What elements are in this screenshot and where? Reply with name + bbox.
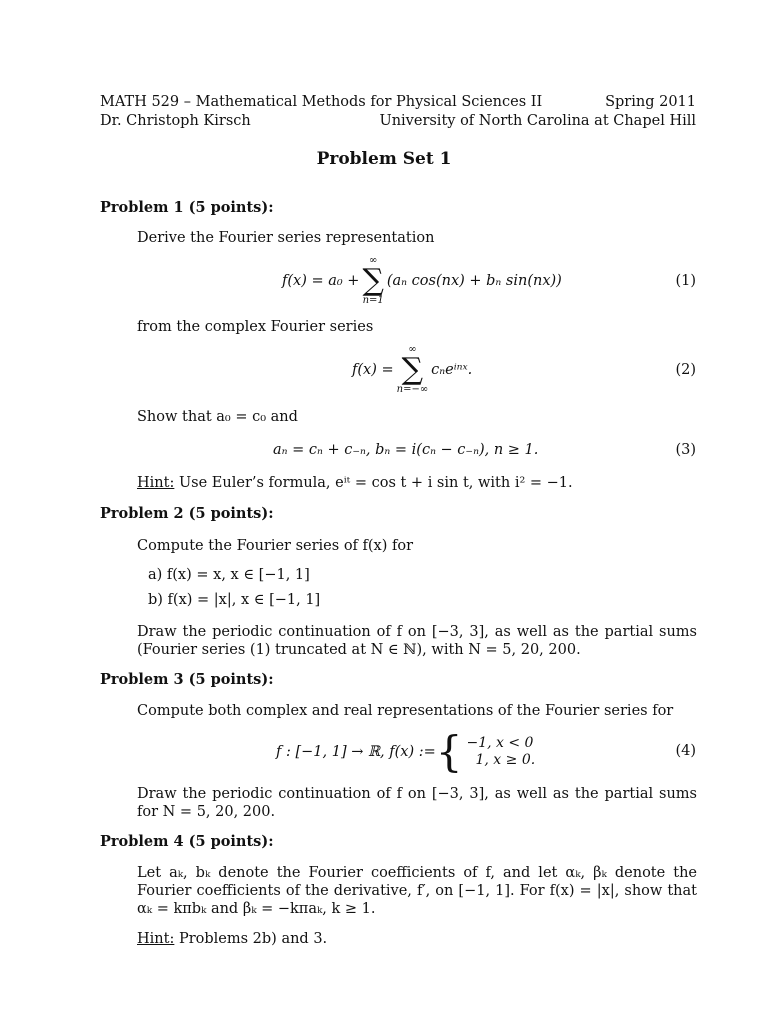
university: University of North Carolina at Chapel Hill (379, 113, 696, 129)
eq1-sum-bottom: n=1 (362, 295, 384, 306)
eq1-rhs: (aₙ cos(nx) + bₙ sin(nx)) (386, 273, 562, 289)
eq2-rhs: cₙeⁱⁿˣ. (431, 362, 473, 378)
problem-4-hint (137, 931, 327, 947)
eq1-sum-top: ∞ (368, 255, 378, 266)
eq1-sum: ∞ ∑ n=1 (362, 255, 384, 306)
eq4-case-2: 1, x ≥ 0. (475, 752, 536, 768)
term: Spring 2011 (605, 94, 696, 110)
eq3-number: (3) (675, 442, 696, 458)
equation-1 (282, 255, 562, 306)
page-title: Problem Set 1 (316, 149, 452, 169)
problem-1-heading: Problem 1 (5 points): (100, 199, 274, 216)
problem-1-mid: from the complex Fourier series (137, 319, 374, 335)
problem-2-item-a: a) f(x) = x, x ∈ [−1, 1] (148, 567, 310, 583)
eq4-cases (466, 735, 535, 769)
eq4-lhs: f : [−1, 1] → ℝ, f(x) := (276, 744, 436, 760)
equation-2 (352, 344, 473, 395)
problem-4-heading: Problem 4 (5 points): (100, 833, 274, 850)
problem-3-intro: Compute both complex and real representations of the Fourier series for (137, 703, 674, 719)
problem-2-intro: Compute the Fourier series of f(x) for (137, 538, 414, 554)
eq4-case-1: −1, x < 0 (466, 735, 534, 751)
problem-3-heading: Problem 3 (5 points): (100, 671, 274, 688)
problem-4-text: Let aₖ, bₖ denote the Fourier coefficients of f, and let αₖ, βₖ denote the Fourier coefficients of the derivative, f′, on [−1, 1]. For f(x) = |x|, show that αₖ = kπbₖ and βₖ = −kπaₖ, k ≥ 1. (137, 865, 697, 917)
eq2-lhs: f(x) = (352, 362, 394, 378)
hint-label: Hint: (137, 475, 175, 491)
eq2-sum-bottom: n=−∞ (396, 384, 429, 395)
equation-4: f : [−1, 1] → ℝ, f(x) := { −1, x < 0 1, x ≥ 0. (276, 727, 536, 776)
problem-2-heading: Problem 2 (5 points): (100, 505, 274, 522)
eq2-sum: ∞ ∑ n=−∞ (396, 344, 429, 395)
hint-label: Hint: (137, 931, 175, 947)
course-title: MATH 529 – Mathematical Methods for Physical Sciences II (100, 94, 543, 110)
problem-2-draw: Draw the periodic continuation of f on [−3, 3], as well as the partial sums (Fourier series (1) truncated at N ∈ ℕ), with N = 5, 20, 200. (137, 624, 697, 658)
eq2-sum-top: ∞ (408, 344, 417, 355)
problem-1-intro: Derive the Fourier series representation (137, 230, 435, 246)
eq4-number: (4) (675, 743, 696, 759)
problem-2-item-b: b) f(x) = |x|, x ∈ [−1, 1] (148, 592, 321, 608)
problem-3-draw: Draw the periodic continuation of f on [−3, 3], as well as the partial sums for N = 5, 20, 200. (137, 786, 697, 820)
equation-3: aₙ = cₙ + c₋ₙ, bₙ = i(cₙ − c₋ₙ), n ≥ 1. (273, 442, 539, 458)
eq1-lhs: f(x) = a₀ + (282, 273, 360, 289)
hint-text: Use Euler’s formula, eⁱᵗ = cos t + i sin t, with i² = −1. (174, 475, 573, 491)
problem-1-hint (137, 475, 573, 491)
hint-text: Problems 2b) and 3. (174, 931, 328, 947)
problem-1-show: Show that a₀ = c₀ and (137, 409, 298, 425)
eq1-number: (1) (675, 273, 696, 289)
instructor: Dr. Christoph Kirsch (100, 113, 251, 129)
eq2-number: (2) (675, 362, 696, 378)
